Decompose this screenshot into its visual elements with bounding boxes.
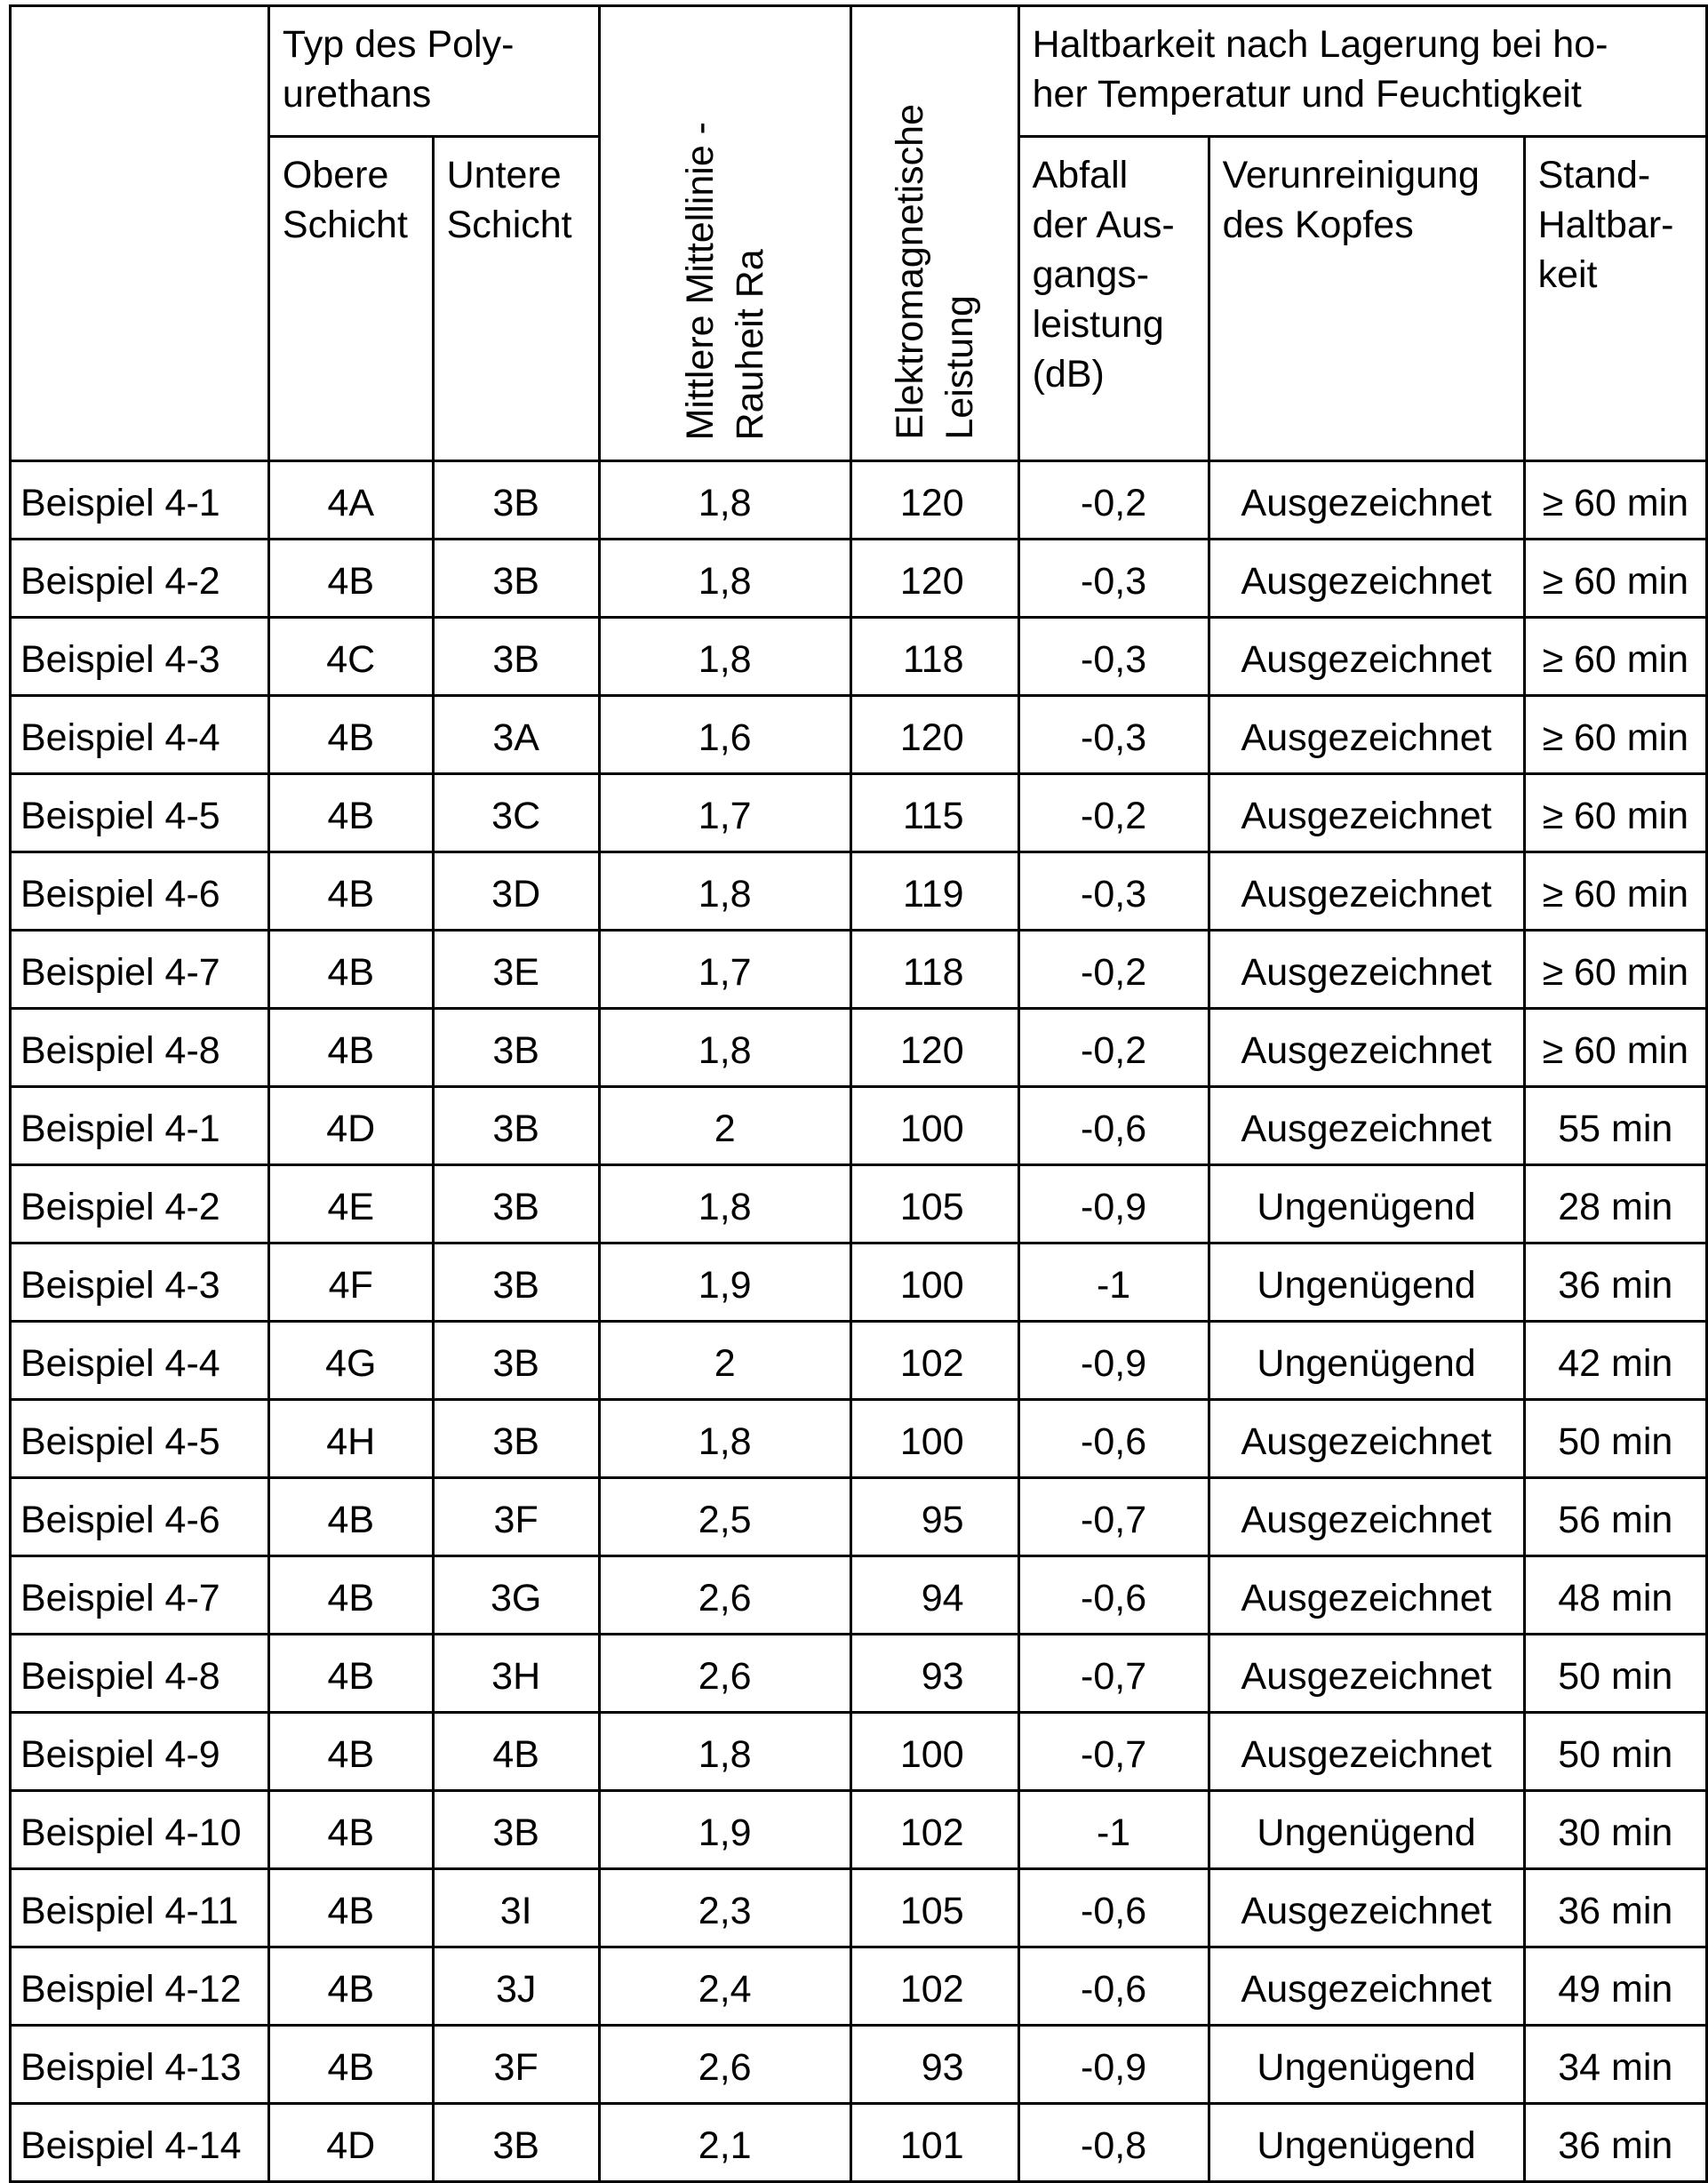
head-contamination-cell: Ungenügend <box>1209 1322 1524 1400</box>
table-row <box>11 696 1707 774</box>
output-drop-cell: -0,7 <box>1018 1478 1209 1556</box>
output-drop-cell: -0,3 <box>1018 696 1209 774</box>
durability-group-header: Haltbarkeit nach Lagerung bei ho- her Temperatur und Feuchtigkeit <box>1018 6 1706 137</box>
head-contamination-cell: Ausgezeichnet <box>1209 1635 1524 1713</box>
lower-layer-cell: 3J <box>433 1947 599 2026</box>
table-row <box>11 1478 1707 1556</box>
upper-layer-cell: 4B <box>268 1478 433 1556</box>
upper-layer-cell: 4B <box>268 1635 433 1713</box>
example-cell: Beispiel 4-5 <box>11 774 269 852</box>
head-contamination-cell: Ausgezeichnet <box>1209 1478 1524 1556</box>
em-performance-cell: 93 <box>850 1635 1018 1713</box>
upper-layer-cell: 4B <box>268 540 433 618</box>
upper-layer-cell: 4B <box>268 931 433 1009</box>
example-cell: Beispiel 4-2 <box>11 1165 269 1243</box>
upper-layer-cell: 4A <box>268 461 433 540</box>
lower-layer-cell: 3H <box>433 1635 599 1713</box>
still-durability-cell: ≥ 60 min <box>1524 852 1706 931</box>
example-cell: Beispiel 4-5 <box>11 1400 269 1478</box>
lower-layer-cell: 3B <box>433 1009 599 1087</box>
lower-layer-cell: 3C <box>433 774 599 852</box>
roughness-cell: 1,8 <box>599 852 850 931</box>
upper-layer-cell: 4D <box>268 2104 433 2182</box>
roughness-cell: 1,7 <box>599 931 850 1009</box>
output-drop-cell: -0,2 <box>1018 774 1209 852</box>
polyurethane-type-header: Typ des Poly- urethans <box>268 6 599 137</box>
roughness-cell: 1,8 <box>599 1713 850 1791</box>
still-durability-cell: ≥ 60 min <box>1524 540 1706 618</box>
head-contamination-cell: Ungenügend <box>1209 1791 1524 1869</box>
lower-layer-cell: 3B <box>433 1322 599 1400</box>
upper-layer-cell: 4B <box>268 2026 433 2104</box>
table-row <box>11 931 1707 1009</box>
example-cell: Beispiel 4-6 <box>11 1478 269 1556</box>
roughness-cell: 2,5 <box>599 1478 850 1556</box>
still-durability-cell: 42 min <box>1524 1322 1706 1400</box>
lower-layer-cell: 3F <box>433 1478 599 1556</box>
still-durability-cell: ≥ 60 min <box>1524 774 1706 852</box>
lower-layer-cell: 4B <box>433 1713 599 1791</box>
output-drop-cell: -0,2 <box>1018 931 1209 1009</box>
results-table <box>9 4 1708 2183</box>
em-performance-cell: 118 <box>850 618 1018 696</box>
example-cell: Beispiel 4-12 <box>11 1947 269 2026</box>
still-durability-cell: 34 min <box>1524 2026 1706 2104</box>
still-durability-header: Stand- Haltbar- keit <box>1524 137 1706 461</box>
roughness-cell: 1,8 <box>599 1165 850 1243</box>
head-contamination-cell: Ausgezeichnet <box>1209 540 1524 618</box>
upper-layer-cell: 4B <box>268 1556 433 1635</box>
lower-layer-cell: 3F <box>433 2026 599 2104</box>
em-performance-cell: 120 <box>850 696 1018 774</box>
table-row <box>11 1869 1707 1947</box>
output-drop-cell: -0,8 <box>1018 2104 1209 2182</box>
still-durability-cell: 30 min <box>1524 1791 1706 1869</box>
output-drop-cell: -0,9 <box>1018 2026 1209 2104</box>
table-row <box>11 1556 1707 1635</box>
lower-layer-cell: 3B <box>433 1791 599 1869</box>
em-performance-cell: 93 <box>850 2026 1018 2104</box>
table-row <box>11 2104 1707 2182</box>
lower-layer-cell: 3D <box>433 852 599 931</box>
head-contamination-cell: Ausgezeichnet <box>1209 618 1524 696</box>
em-performance-cell: 120 <box>850 540 1018 618</box>
head-contamination-cell: Ausgezeichnet <box>1209 696 1524 774</box>
table-row <box>11 1947 1707 2026</box>
em-performance-cell: 118 <box>850 931 1018 1009</box>
table-row <box>11 1243 1707 1322</box>
still-durability-cell: 50 min <box>1524 1713 1706 1791</box>
upper-layer-cell: 4D <box>268 1087 433 1165</box>
roughness-cell: 1,8 <box>599 1009 850 1087</box>
output-drop-cell: -0,3 <box>1018 618 1209 696</box>
still-durability-cell: ≥ 60 min <box>1524 1009 1706 1087</box>
output-drop-cell: -0,9 <box>1018 1322 1209 1400</box>
upper-layer-cell: 4B <box>268 774 433 852</box>
example-cell: Beispiel 4-14 <box>11 2104 269 2182</box>
example-cell: Beispiel 4-8 <box>11 1635 269 1713</box>
head-contamination-header: Verunreinigung des Kopfes <box>1209 137 1524 461</box>
example-cell: Beispiel 4-4 <box>11 1322 269 1400</box>
example-cell: Beispiel 4-2 <box>11 540 269 618</box>
lower-layer-cell: 3A <box>433 696 599 774</box>
output-drop-cell: -0,7 <box>1018 1635 1209 1713</box>
roughness-cell: 2,1 <box>599 2104 850 2182</box>
em-performance-cell: 120 <box>850 461 1018 540</box>
still-durability-cell: 36 min <box>1524 1869 1706 1947</box>
em-performance-cell: 102 <box>850 1947 1018 2026</box>
upper-layer-cell: 4H <box>268 1400 433 1478</box>
still-durability-cell: ≥ 60 min <box>1524 618 1706 696</box>
head-contamination-cell: Ungenügend <box>1209 2104 1524 2182</box>
table-row <box>11 1791 1707 1869</box>
lower-layer-cell: 3B <box>433 1165 599 1243</box>
em-performance-cell: 94 <box>850 1556 1018 1635</box>
output-drop-cell: -1 <box>1018 1791 1209 1869</box>
output-drop-cell: -0,7 <box>1018 1713 1209 1791</box>
upper-layer-header: Obere Schicht <box>268 137 433 461</box>
em-performance-header <box>850 6 1018 461</box>
output-drop-cell: -0,9 <box>1018 1165 1209 1243</box>
output-drop-cell: -0,2 <box>1018 1009 1209 1087</box>
upper-layer-cell: 4B <box>268 852 433 931</box>
still-durability-cell: 55 min <box>1524 1087 1706 1165</box>
still-durability-cell: 36 min <box>1524 1243 1706 1322</box>
roughness-cell: 1,8 <box>599 618 850 696</box>
table-row <box>11 1400 1707 1478</box>
em-performance-cell: 100 <box>850 1243 1018 1322</box>
head-contamination-cell: Ausgezeichnet <box>1209 1556 1524 1635</box>
roughness-cell: 2 <box>599 1322 850 1400</box>
em-performance-cell: 100 <box>850 1400 1018 1478</box>
head-contamination-cell: Ausgezeichnet <box>1209 1087 1524 1165</box>
lower-layer-cell: 3B <box>433 461 599 540</box>
upper-layer-cell: 4E <box>268 1165 433 1243</box>
lower-layer-cell: 3B <box>433 540 599 618</box>
lower-layer-cell: 3B <box>433 1087 599 1165</box>
roughness-cell: 2,6 <box>599 2026 850 2104</box>
head-contamination-cell: Ausgezeichnet <box>1209 1947 1524 2026</box>
output-drop-cell: -0,6 <box>1018 1400 1209 1478</box>
example-cell: Beispiel 4-1 <box>11 1087 269 1165</box>
roughness-cell: 2,6 <box>599 1556 850 1635</box>
example-cell: Beispiel 4-11 <box>11 1869 269 1947</box>
table-row <box>11 1009 1707 1087</box>
roughness-cell: 2,3 <box>599 1869 850 1947</box>
em-performance-cell: 102 <box>850 1322 1018 1400</box>
example-cell: Beispiel 4-3 <box>11 1243 269 1322</box>
table-row <box>11 2026 1707 2104</box>
table-row <box>11 1322 1707 1400</box>
table-row <box>11 774 1707 852</box>
em-performance-cell: 105 <box>850 1165 1018 1243</box>
upper-layer-cell: 4B <box>268 696 433 774</box>
example-cell: Beispiel 4-4 <box>11 696 269 774</box>
upper-layer-cell: 4F <box>268 1243 433 1322</box>
head-contamination-cell: Ungenügend <box>1209 1165 1524 1243</box>
upper-layer-cell: 4B <box>268 1869 433 1947</box>
still-durability-cell: 50 min <box>1524 1400 1706 1478</box>
upper-layer-cell: 4B <box>268 1009 433 1087</box>
roughness-cell: 1,8 <box>599 540 850 618</box>
table-row <box>11 540 1707 618</box>
upper-layer-cell: 4G <box>268 1322 433 1400</box>
table-row <box>11 852 1707 931</box>
em-performance-cell: 100 <box>850 1713 1018 1791</box>
lower-layer-cell: 3I <box>433 1869 599 1947</box>
output-drop-cell: -0,6 <box>1018 1556 1209 1635</box>
roughness-header <box>599 6 850 461</box>
output-drop-cell: -0,6 <box>1018 1087 1209 1165</box>
still-durability-cell: 50 min <box>1524 1635 1706 1713</box>
example-cell: Beispiel 4-1 <box>11 461 269 540</box>
still-durability-cell: 28 min <box>1524 1165 1706 1243</box>
roughness-cell: 1,8 <box>599 1400 850 1478</box>
head-contamination-cell: Ungenügend <box>1209 2026 1524 2104</box>
roughness-cell: 1,8 <box>599 461 850 540</box>
em-performance-cell: 100 <box>850 1087 1018 1165</box>
roughness-header-text: Mittlere Mittellinie - Rauheit Ra <box>675 122 775 440</box>
head-contamination-cell: Ungenügend <box>1209 1243 1524 1322</box>
lower-layer-header: Untere Schicht <box>433 137 599 461</box>
lower-layer-cell: 3B <box>433 2104 599 2182</box>
em-performance-cell: 119 <box>850 852 1018 931</box>
output-drop-cell: -0,6 <box>1018 1947 1209 2026</box>
roughness-cell: 1,6 <box>599 696 850 774</box>
output-drop-cell: -0,6 <box>1018 1869 1209 1947</box>
upper-layer-cell: 4B <box>268 1791 433 1869</box>
example-cell: Beispiel 4-8 <box>11 1009 269 1087</box>
head-contamination-cell: Ausgezeichnet <box>1209 1713 1524 1791</box>
head-contamination-cell: Ausgezeichnet <box>1209 461 1524 540</box>
still-durability-cell: 49 min <box>1524 1947 1706 2026</box>
table-row <box>11 461 1707 540</box>
table-row <box>11 618 1707 696</box>
still-durability-cell: 48 min <box>1524 1556 1706 1635</box>
roughness-cell: 1,9 <box>599 1791 850 1869</box>
roughness-cell: 1,7 <box>599 774 850 852</box>
still-durability-cell: 36 min <box>1524 2104 1706 2182</box>
output-drop-header: Abfall der Aus- gangs- leistung (dB) <box>1018 137 1209 461</box>
upper-layer-cell: 4C <box>268 618 433 696</box>
lower-layer-cell: 3B <box>433 618 599 696</box>
example-cell: Beispiel 4-3 <box>11 618 269 696</box>
output-drop-cell: -1 <box>1018 1243 1209 1322</box>
head-contamination-cell: Ausgezeichnet <box>1209 852 1524 931</box>
still-durability-cell: ≥ 60 min <box>1524 931 1706 1009</box>
upper-layer-cell: 4B <box>268 1713 433 1791</box>
example-header-empty <box>11 6 269 461</box>
example-cell: Beispiel 4-13 <box>11 2026 269 2104</box>
head-contamination-cell: Ausgezeichnet <box>1209 1869 1524 1947</box>
example-cell: Beispiel 4-6 <box>11 852 269 931</box>
table-row <box>11 1165 1707 1243</box>
table-row <box>11 1087 1707 1165</box>
em-performance-cell: 101 <box>850 2104 1018 2182</box>
output-drop-cell: -0,3 <box>1018 540 1209 618</box>
example-cell: Beispiel 4-7 <box>11 931 269 1009</box>
em-performance-header-text: Elektromagnetische Leistung <box>885 104 985 440</box>
roughness-cell: 2,4 <box>599 1947 850 2026</box>
output-drop-cell: -0,2 <box>1018 461 1209 540</box>
em-performance-cell: 120 <box>850 1009 1018 1087</box>
upper-layer-cell: 4B <box>268 1947 433 2026</box>
example-cell: Beispiel 4-7 <box>11 1556 269 1635</box>
head-contamination-cell: Ausgezeichnet <box>1209 774 1524 852</box>
roughness-cell: 2 <box>599 1087 850 1165</box>
lower-layer-cell: 3B <box>433 1243 599 1322</box>
table-row <box>11 1635 1707 1713</box>
head-contamination-cell: Ausgezeichnet <box>1209 1009 1524 1087</box>
lower-layer-cell: 3E <box>433 931 599 1009</box>
example-cell: Beispiel 4-9 <box>11 1713 269 1791</box>
em-performance-cell: 95 <box>850 1478 1018 1556</box>
example-cell: Beispiel 4-10 <box>11 1791 269 1869</box>
em-performance-cell: 105 <box>850 1869 1018 1947</box>
head-contamination-cell: Ausgezeichnet <box>1209 931 1524 1009</box>
output-drop-cell: -0,3 <box>1018 852 1209 931</box>
table-row <box>11 1713 1707 1791</box>
lower-layer-cell: 3B <box>433 1400 599 1478</box>
em-performance-cell: 115 <box>850 774 1018 852</box>
roughness-cell: 2,6 <box>599 1635 850 1713</box>
em-performance-cell: 102 <box>850 1791 1018 1869</box>
head-contamination-cell: Ausgezeichnet <box>1209 1400 1524 1478</box>
still-durability-cell: 56 min <box>1524 1478 1706 1556</box>
lower-layer-cell: 3G <box>433 1556 599 1635</box>
roughness-cell: 1,9 <box>599 1243 850 1322</box>
still-durability-cell: ≥ 60 min <box>1524 696 1706 774</box>
still-durability-cell: ≥ 60 min <box>1524 461 1706 540</box>
